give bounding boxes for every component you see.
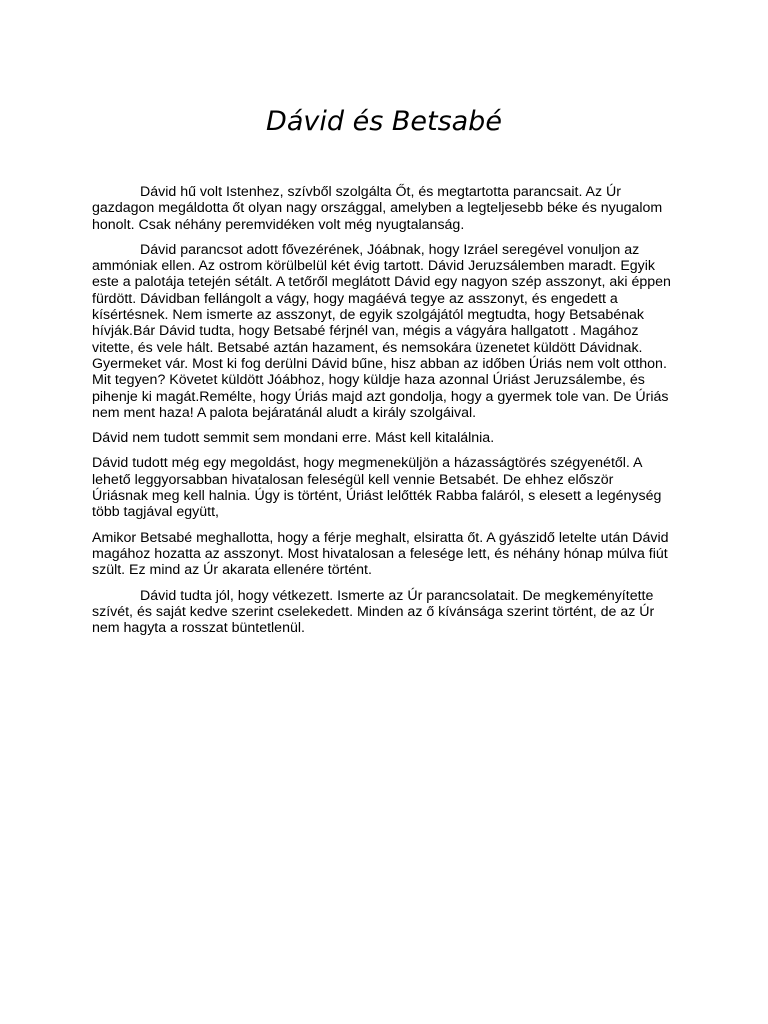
paragraph-1: Dávid hű volt Istenhez, szívből szolgálta Őt, és megtartotta parancsait. Az Úr gazdagon megáldotta őt olyan nagy országgal, amelyben a legteljesebb béke és nyugalom honolt. Csak néhány peremvidéken volt még nyugtalanság. — [92, 184, 663, 233]
paragraph-2: Dávid parancsot adott fővezérének, Jóábnak, hogy Izráel seregével vonuljon az ammóniak ellen. Az ostrom körülbelül két évig tartott. Dávid Jeruzsálemben maradt. Egyik este a palotája tetején sétált. A tetőről meglátott Dávid egy nagyon szép asszonyt, aki éppen fürdött. Dávidban fellángolt a vágy, hogy magáévá tegye az asszonyt, és engedett a kísértésnek. Nem ismerte az asszonyt, de egyik szolgájától megtudta, hogy Betsabénak hívják.Bár Dávid tudta, hogy Betsabé férjnél van, mégis a vágyára hallgatott . Magához vitette, és vele hált. Betsabé aztán hazament, és nemsokára üzenetet küldött Dávidnak. Gyermeket vár. Most ki fog derülni Dávid bűne, hisz abban az időben Úriás nem volt otthon. Mit tegyen? Követet küldött Jóábhoz, hogy küldje haza azonnal Úriást Jeruzsálembe, és pihenje ki magát.Remélte, hogy Úriás majd azt gondolja, hogy a gyermek tole van. De Úriás nem ment haza! A palota bejáratánál aludt a király szolgáival. — [92, 241, 671, 421]
paragraph-4: Dávid tudott még egy megoldást, hogy megmeneküljön a házasságtörés szégyenétől. A lehető leggyorsabban hivatalosan feleségül kell vennie Betsabét. De ehhez először Úriásnak meg kell halnia. Úgy is történt, Úriást lelőtték Rabba faláról, s elesett a legénység több tagjával együtt, — [92, 455, 662, 521]
document-body — [92, 184, 672, 645]
paragraph-3: Dávid nem tudott semmit sem mondani erre. Mást kell kitalálnia. — [92, 430, 495, 447]
paragraph-6: Dávid tudta jól, hogy vétkezett. Ismerte az Úr parancsolatait. De megkeményítette szívét, és saját kedve szerint cselekedett. Minden az ő kívánsága szerint történt, de az Úr nem hagyta a rosszat büntetlenül. — [92, 587, 655, 637]
page-title: Dávid és Betsabé — [266, 106, 502, 137]
paragraph-5: Amikor Betsabé meghallotta, hogy a férje meghalt, elsiratta őt. A gyászidő letelte után Dávid magához hozatta az asszonyt. Most hivatalosan a felesége lett, és néhány hónap múlva fiút szült. Ez mind az Úr akarata ellenére történt. — [92, 529, 669, 579]
